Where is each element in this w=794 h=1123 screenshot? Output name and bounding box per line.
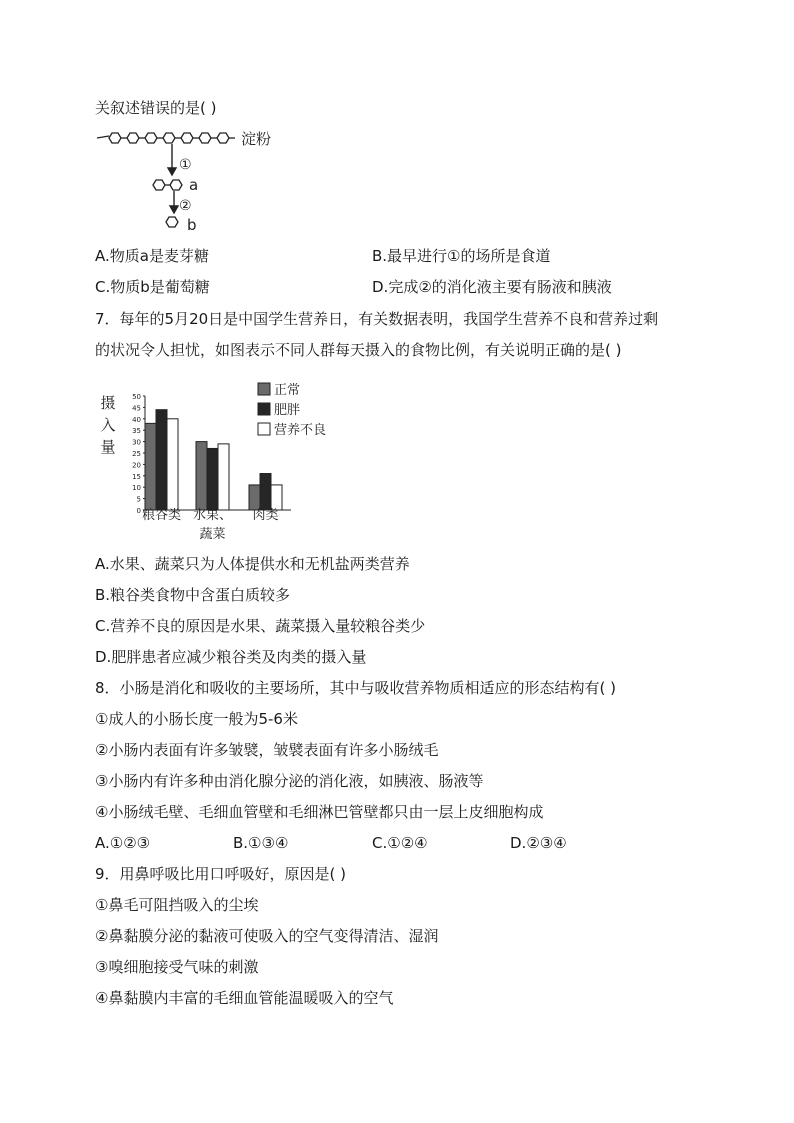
q7-option-c: C.营养不良的原因是水果、蔬菜摄入量较粮谷类少 [95,617,426,635]
q6-option-c: C.物质b是葡萄糖 [95,278,210,296]
q7-stem-line1: 7．每年的5月20日是中国学生营养日，有关数据表明，我国学生营养不良和营养过剩 [95,310,659,328]
q8-option-b: B.①③④ [233,834,289,852]
y-tick-label: 10 [132,484,141,493]
bar [260,474,271,510]
q6-option-b: B.最早进行①的场所是食道 [372,247,551,265]
q6-stem-tail: 关叙述错误的是( ) [95,99,217,117]
legend-label: 正常 [274,383,301,398]
bar [218,444,229,510]
q8-option-c: C.①②④ [372,834,428,852]
legend-swatch [258,423,270,435]
y-axis-label-char: 入 [100,416,116,434]
q8-item-1: ①成人的小肠长度一般为5-6米 [95,710,298,728]
q8-stem: 8．小肠是消化和吸收的主要场所，其中与吸收营养物质相适应的形态结构有( ) [95,679,617,697]
y-tick-label: 20 [132,461,141,470]
y-tick-label: 35 [132,427,141,436]
legend-swatch [258,403,270,415]
food-intake-chart [95,376,345,546]
q9-item-4: ④鼻黏膜内丰富的毛细血管能温暖吸入的空气 [95,989,394,1007]
y-tick-label: 5 [136,495,141,504]
bar [167,419,178,510]
starch-label: 淀粉 [241,130,272,148]
x-tick-label: 蔬菜 [199,527,226,542]
y-tick-label: 25 [132,450,141,458]
y-tick-label: 40 [132,415,141,424]
y-axis-label-char: 量 [100,438,116,456]
starch-chain [109,133,235,143]
y-tick-label: 30 [132,438,141,447]
bar [196,442,207,510]
legend-label: 肥胖 [274,403,301,418]
q9-stem: 9．用鼻呼吸比用口呼吸好，原因是( ) [95,865,347,883]
q8-item-2: ②小肠内表面有许多皱襞，皱襞表面有许多小肠绒毛 [95,741,439,759]
q7-stem-line2: 的状况令人担忧，如图表示不同人群每天摄入的食物比例，有关说明正确的是( ) [95,341,622,359]
q6-option-a: A.物质a是麦芽糖 [95,247,209,265]
glucose-molecule [166,217,178,227]
q9-item-2: ②鼻黏膜分泌的黏液可使吸入的空气变得清洁、湿润 [95,927,439,945]
x-tick-label: 肉类 [252,508,279,523]
step1-label: ① [179,157,192,173]
b-label: b [187,216,197,234]
q9-item-1: ①鼻毛可阻挡吸入的尘埃 [95,896,259,914]
q7-option-b: B.粮谷类食物中含蛋白质较多 [95,586,291,604]
bar [249,485,260,510]
y-tick-label: 45 [132,404,141,413]
q9-item-3: ③嗅细胞接受气味的刺激 [95,958,259,976]
y-tick-label: 0 [136,507,141,515]
q7-option-a: A.水果、蔬菜只为人体提供水和无机盐两类营养 [95,555,410,573]
q8-option-a: A.①②③ [95,834,151,852]
q8-item-4: ④小肠绒毛壁、毛细血管壁和毛细淋巴管壁都只由一层上皮细胞构成 [95,803,544,821]
q8-option-d: D.②③④ [510,834,567,852]
bar [271,485,282,510]
y-axis-ticks [132,393,145,515]
legend [258,382,326,438]
bar [156,410,167,510]
y-axis-label [100,394,115,456]
legend-label: 营养不良 [274,423,327,438]
x-tick-label: 水果、 [192,508,233,523]
y-tick-label: 15 [132,472,141,481]
step2-label: ② [179,198,192,214]
q7-option-d: D.肥胖患者应减少粮谷类及肉类的摄入量 [95,648,367,666]
x-axis-labels [142,507,279,542]
q8-item-3: ③小肠内有许多种由消化腺分泌的消化液，如胰液、肠液等 [95,772,484,790]
chain-start-line [97,136,109,138]
q6-option-d: D.完成②的消化液主要有肠液和胰液 [372,278,612,296]
y-tick-label: 50 [132,393,141,401]
x-tick-label: 粮谷类 [141,508,182,523]
legend-swatch [258,383,270,395]
y-axis-label-char: 摄 [100,394,116,412]
bar [145,423,156,510]
starch-digestion-diagram [95,128,285,234]
a-label: a [189,176,199,194]
maltose-molecule [153,180,182,190]
bar [207,448,218,510]
